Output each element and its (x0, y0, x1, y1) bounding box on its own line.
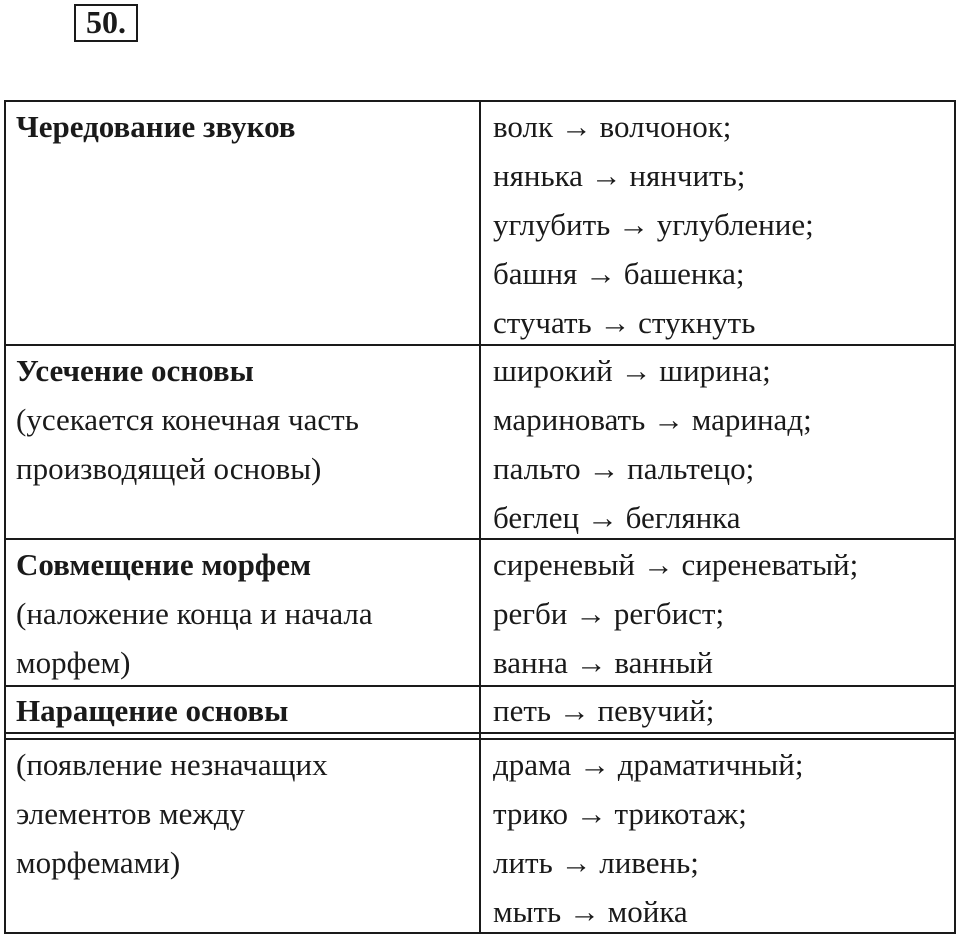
table-row (16, 740, 476, 887)
table-border-right (954, 100, 956, 934)
example-pair: мариновать → маринад; (493, 402, 812, 437)
method-title: Совмещение морфем (16, 547, 312, 582)
method-title: Чередование звуков (16, 109, 296, 144)
method-description: элементов между (16, 796, 246, 831)
method-description: (появление незначащих (16, 747, 328, 782)
example-pair: регби → регбист; (493, 596, 725, 631)
examples-cell (493, 346, 953, 542)
example-pair: стучать → стукнуть (493, 305, 756, 340)
example-pair: драма → драматичный; (493, 747, 804, 782)
method-description: морфем) (16, 645, 131, 680)
method-description: морфемами) (16, 845, 181, 880)
table-border-left (4, 100, 6, 934)
example-pair: волк → волчонок; (493, 109, 732, 144)
method-title: Наращение основы (16, 693, 289, 728)
example-pair: лить → ливень; (493, 845, 699, 880)
method-title: Усечение основы (16, 353, 254, 388)
method-description: производящей основы) (16, 451, 322, 486)
word-formation-table (4, 100, 956, 934)
example-pair: нянька → нянчить; (493, 158, 746, 193)
exercise-number: 50. (74, 4, 138, 42)
method-description: (наложение конца и начала (16, 596, 373, 631)
method-description: (усекается конечная часть (16, 402, 359, 437)
example-pair: пальто → пальтецо; (493, 451, 755, 486)
examples-cell (493, 740, 953, 936)
table-row (16, 540, 476, 687)
example-pair: сиреневый → сиреневатый; (493, 547, 859, 582)
examples-cell (493, 686, 953, 735)
example-pair: петь → певучий; (493, 693, 715, 728)
example-pair: трико → трикотаж; (493, 796, 747, 831)
table-row (16, 102, 476, 151)
example-pair: мыть → мойка (493, 894, 688, 929)
examples-cell (493, 540, 953, 687)
column-divider (479, 100, 481, 934)
examples-cell (493, 102, 953, 347)
table-row (16, 346, 476, 493)
example-pair: башня → башенка; (493, 256, 745, 291)
example-pair: ванна → ванный (493, 645, 714, 680)
example-pair: углубить → углубление; (493, 207, 814, 242)
table-row (16, 686, 476, 735)
example-pair: беглец → беглянка (493, 500, 741, 535)
example-pair: широкий → ширина; (493, 353, 771, 388)
